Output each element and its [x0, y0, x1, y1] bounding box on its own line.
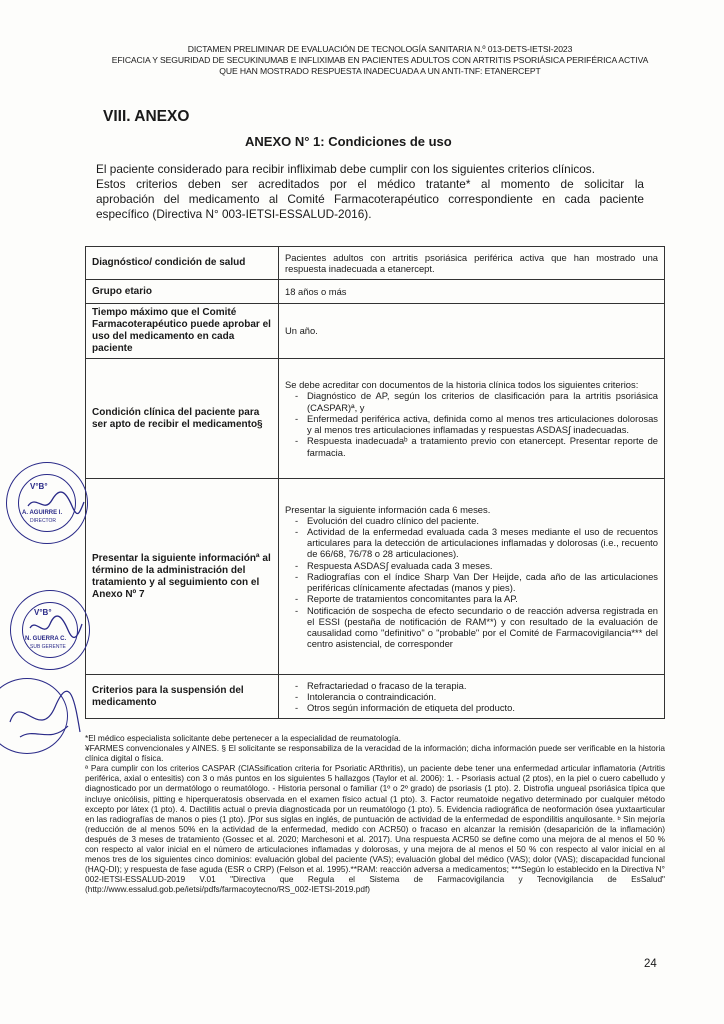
row-label-follow-up: Presentar la siguiente informaciónª al término de la administración del tratamiento y al seguimiento con el Anexo Nº 7 — [86, 479, 279, 675]
header-line-2: EFICACIA Y SEGURIDAD DE SECUKINUMAB E INFLIXIMAB EN PACIENTES ADULTOS CON ARTRITIS PSORIÁSICA PERIFÉRICA ACTIVA — [111, 55, 649, 65]
list-item: - Diagnóstico de AP, según los criterios de clasificación para la artritis psoriásica (CASPAR)ª, y — [295, 390, 658, 412]
intro-line-2: Estos criterios deben ser acreditados por el médico tratante* al momento de solicitar la — [96, 177, 644, 191]
table-row — [86, 247, 665, 280]
signature-scribble — [0, 682, 90, 752]
list-item: - Otros según información de etiqueta del producto. — [295, 702, 658, 713]
table-row — [86, 675, 665, 719]
document-header — [80, 44, 680, 77]
list-item: - Enfermedad periférica activa, definida como al menos tres articulaciones dolorosas y al menos tres articulaciones inflamadas y respuestas ASDAS∫ inadecuadas. — [295, 413, 658, 435]
list-item: - Intolerancia o contraindicación. — [295, 691, 658, 702]
stamp-name: N. GUERRA C. — [25, 636, 67, 642]
table-row — [86, 280, 665, 304]
list-item: - Notificación de sospecha de efecto secundario o de reacción adversa registrada en el ESSI (pestaña de notificación de RAM**) y con resultado de la evaluación de causalidad como "definitivo" o "probable" por el Comité de Farmacovigilancia*** del centro asistencial, de corresponder — [295, 605, 658, 650]
row-value-clinical-condition — [279, 359, 665, 479]
table-row — [86, 479, 665, 675]
footnote-farmes: ¥FARMES convencionales y AINES. § El solicitante se responsabiliza de la veracidad de la información; dicha información puede ser verificable en la historia clínica digital o física. — [85, 743, 665, 764]
conditions-table — [85, 246, 665, 719]
list-item: - Radiografías con el índice Sharp Van Der Heijde, cada año de las articulaciones periféricas clínicamente afectadas (manos y pies). — [295, 571, 658, 593]
follow-up-intro: Presentar la siguiente información cada 6 meses. — [285, 503, 491, 515]
row-value-follow-up — [279, 479, 665, 675]
header-line-1: DICTAMEN PRELIMINAR DE EVALUACIÓN DE TECNOLOGÍA SANITARIA N.º 013-DETS-IETSI-2023 — [187, 44, 573, 54]
list-item: - Reporte de tratamientos concomitantes para la AP. — [295, 593, 658, 604]
list-item: - Respuesta inadecuadaᵇ a tratamiento previo con etanercept. Presentar reporte de farmacia. — [295, 435, 658, 457]
footnote-caspar: ª Para cumplir con los criterios CASPAR (ClASsification criteria for Psoriatic ARthritis), un paciente debe tener una enfermedad articular inflamatoria (Artritis periférica, axial o entesitis) con 3 o más puntos en los siguientes 5 hallazgos (Taylor et al. 2006): 1. - Psoriasis actual (2 ptos), en la piel o cuero cabelludo y diagnosticado por un dermatólogo o reumatólogo. - Historia personal o familiar (1º o 2º grado) de psoriasis (1 pto). 2. Distrofia ungueal psoriásica típica que incluye onicólisis, pitting e hiperqueratosis observada en el examen físico actual (1 pto). 3. Factor reumatoide negativo determinado por cualquier método excepto por látex (1 pto). 4. Dactilitis actual o previa diagnosticada por un reumatólogo (1 pto). 5. Evidencia radiográfica de neoformación ósea yuxtaarticular en las radiografías de manos o pies (1 pto). ∫Por sus siglas en inglés, de puntuación de actividad de la enfermedad de espondilitis anquilosante. ᵇ Sin mejoría (reducción de al menos 50% en la actividad de la enfermedad, medido con ACR50) o fracaso en alcanzar la remisión (desaparición de la inflamación) después de 3 meses de tratamiento (Gossec et al. 2020; Marchesoni et al. 2017). Una respuesta ACR50 se define como una mejora de al menos el 50 % con respecto al valor inicial en el número de articulaciones inflamadas y dolorosas, y una mejora de al menos el 50 % con respecto al valor inicial en al menos tres de los siguientes cinco dominios: evaluación global del paciente (VAS); evaluación global del médico (VAS); dolor (VAS); discapacidad funcional (HAQ-DI); y respuesta de fase aguda (ESR o CRP) (Felson et al. 1995).**RAM: reacción adversa a medicamentos; ***Según lo establecido en la Directiva N° 002-IETSI-ESSALUD-2019 V.01 "Directiva que Regula el Sistema de Farmacovigilancia y Tecnovigilancia de EsSalud" (http://www.essalud.gob.pe/ietsi/pdfs/farmacoytecno/RS_002-IETSI-2019.pdf) — [85, 763, 665, 895]
stamp-role: DIRECTOR — [30, 518, 57, 524]
list-item: - Respuesta ASDAS∫ evaluada cada 3 meses. — [295, 560, 658, 571]
row-value-age-group: 18 años o más — [279, 280, 665, 304]
section-title: VIII. ANEXO — [103, 108, 190, 125]
stamp-vb-label: V°B° — [30, 482, 48, 491]
stamp-name: A. AGUIRRE I. — [22, 510, 63, 516]
follow-up-list — [285, 515, 658, 649]
intro-line-1: El paciente considerado para recibir infliximab debe cumplir con los siguientes criterios clínicos. — [96, 162, 595, 176]
intro-paragraph — [96, 162, 644, 222]
row-label-max-time: Tiempo máximo que el Comité Farmacoterapéutico puede aprobar el uso del medicamento en cada paciente — [86, 304, 279, 359]
stamp-vb-label: V°B° — [34, 608, 52, 617]
row-value-diagnosis: Pacientes adultos con artritis psoriásica periférica activa que han mostrado una respuesta inadecuada a etanercept. — [279, 247, 665, 280]
table-row — [86, 359, 665, 479]
footnote-specialist: *El médico especialista solicitante debe pertenecer a la especialidad de reumatología. — [85, 733, 401, 743]
approval-stamp-subgerente — [10, 590, 90, 670]
header-line-3: QUE HAN MOSTRADO RESPUESTA INADECUADA A UN ANTI-TNF: ETANERCEPT — [219, 66, 541, 76]
annex-title: ANEXO N° 1: Condiciones de uso — [245, 134, 452, 149]
row-label-suspension: Criterios para la suspensión del medicamento — [86, 675, 279, 719]
row-label-clinical-condition: Condición clínica del paciente para ser apto de recibir el medicamento§ — [86, 359, 279, 479]
seal-stamp-partial — [0, 678, 90, 758]
suspension-list — [285, 680, 658, 714]
row-value-suspension — [279, 675, 665, 719]
signature-mark — [28, 614, 84, 642]
approval-stamp-director — [6, 462, 88, 544]
clinical-criteria-list — [285, 390, 658, 457]
footnotes — [85, 733, 665, 895]
intro-line-3: aprobación del medicamento al Comité Farmacoterapéutico correspondiente en cada paciente — [96, 192, 644, 206]
intro-line-4: específico (Directiva N° 003-IETSI-ESSALUD-2016). — [96, 207, 372, 221]
page-number: 24 — [644, 958, 657, 970]
signature-mark — [26, 488, 86, 518]
list-item: - Actividad de la enfermedad evaluada cada 3 meses mediante el uso de recuentos articulares para la detección de articulaciones inflamadas y dolorosas (i.e., recuento de 66/68, 76/78 o 28 articulaciones). — [295, 526, 658, 560]
row-value-max-time: Un año. — [279, 304, 665, 359]
list-item: - Evolución del cuadro clínico del paciente. — [295, 515, 658, 526]
row-label-age-group: Grupo etario — [86, 280, 279, 304]
clinical-condition-intro: Se debe acreditar con documentos de la historia clínica todos los siguientes criterios: — [285, 379, 639, 391]
stamp-role: SUB GERENTE — [30, 644, 66, 650]
list-item: - Refractariedad o fracaso de la terapia. — [295, 680, 658, 691]
row-label-diagnosis: Diagnóstico/ condición de salud — [86, 247, 279, 280]
table-row — [86, 304, 665, 359]
